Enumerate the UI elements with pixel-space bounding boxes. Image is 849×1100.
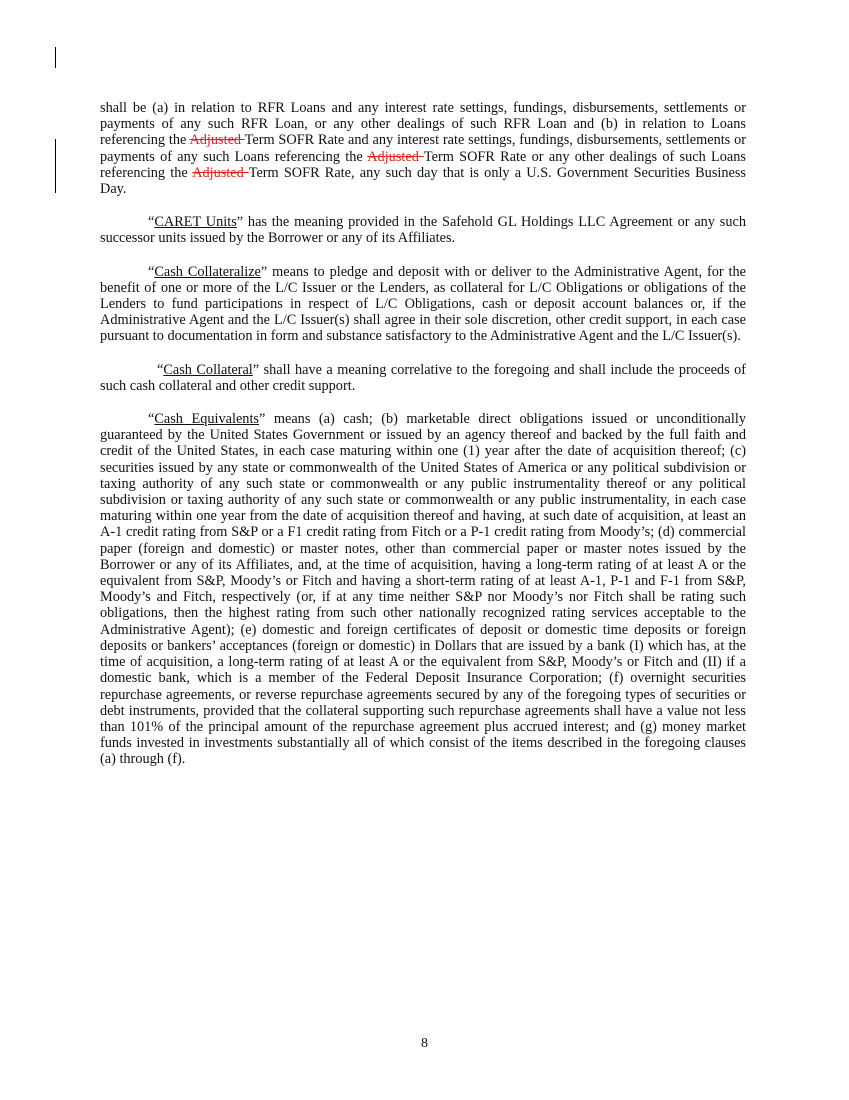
- change-bar-paragraph: [55, 139, 56, 193]
- text-run: shall be (a) in relation to RFR Loans and any interest rate settings, fundings, disbursements, settlements or payments of any such RFR Loan, or any other dealings of such RFR Loan and (b) in relation to Loans referencing the: [100, 100, 746, 149]
- defined-term: CARET Units: [154, 214, 237, 231]
- text-run: ” means (a) cash; (b) marketable direct obligations issued or unconditionally guaranteed by the United States Government or issued by an agency thereof and backed by the full faith and credit of the United States, in each case maturing within one (1) year after the date of acquisition thereof; (c) securities issued by any state or commonwealth of the United States of America or any political subdivision or taxing authority of any such state or commonwealth or any public instrumentality thereof or any political subdivision or taxing authority of any such state or commonwealth or any public instrumentality, in each case maturing within one year from the date of acquisition thereof and having, at such date of acquisition, at least an A-1 credit rating from S&P or a F1 credit rating from Fitch or a P-1 credit rating from Moody’s; (d) commercial paper (foreign and domestic) or master notes, other than commercial paper or master notes issued by the Borrower or any of its Affiliates, and, at the time of acquisition, having a long-term rating of at least A or the equivalent from S&P, Moody’s or Fitch and having a short-term rating of at least A-1, P-1 and F-1 from S&P, Moody’s and Fitch, respectively (or, if at any time neither S&P nor Moody’s nor Fitch shall be rating such obligations, then the highest rating from such other nationally recognized rating services acceptable to the Administrative Agent); (e) domestic and foreign certificates of deposit or domestic time deposits or foreign deposits or bankers’ acceptances (foreign or domestic) in Dollars that are issued by a bank (I) which has, at the time of acquisition, a long-term rating of at least A or the equivalent from S&P, Moody’s or Fitch and (II) if a domestic bank, which is a member of the Federal Deposit Insurance Corporation; (f) overnight securities repurchase agreements, or reverse repurchase agreements secured by any of the foregoing types of securities or debt instruments, provided that the collateral supporting such repurchase agreements shall have a value not less than 101% of the principal amount of the repurchase agreement plus accrued interest; and (g) money market funds invested in investments substantially all of which consist of the items described in the foregoing clauses (a) through (f).: [100, 411, 746, 768]
- paragraph-p1: [100, 100, 746, 197]
- deleted-text: Adjusted: [189, 132, 245, 149]
- text-run: “: [148, 263, 155, 280]
- text-run: ” has the meaning provided in the Safehold GL Holdings LLC Agreement or any such successor units issued by the Borrower or any of its Affiliates.: [100, 214, 746, 247]
- text-run: “: [157, 361, 164, 378]
- document-body: [100, 100, 746, 785]
- text-run: ” means to pledge and deposit with or deliver to the Administrative Agent, for the benefit of one or more of the L/C Issuer or the Lenders, as collateral for L/C Obligations or obligations of the Lenders to fund participations in respect of L/C Obligations, cash or deposit account balances or, if the Administrative Agent and the L/C Issuer(s) shall agree in their sole discretion, other credit support, in each case pursuant to documentation in form and substance satisfactory to the Administrative Agent and the L/C Issuer(s).: [100, 263, 746, 345]
- deleted-text: Adjusted: [192, 164, 249, 181]
- text-run: Term SOFR Rate or any other dealings of such Loans referencing the: [100, 148, 746, 181]
- text-run: ” shall have a meaning correlative to the foregoing and shall include the proceeds of such cash collateral and other credit support.: [100, 361, 746, 394]
- text-run: Term SOFR Rate, any such day that is only a U.S. Government Securities Business Day.: [100, 164, 746, 198]
- text-run: “: [148, 411, 155, 428]
- paragraph-p5: [100, 411, 746, 767]
- paragraph-p3: [100, 264, 746, 345]
- paragraph-p4: [100, 362, 746, 394]
- paragraph-p2: [100, 214, 746, 246]
- text-run: “: [148, 214, 155, 231]
- defined-term: Cash Collateralize: [154, 263, 261, 280]
- defined-term: Cash Equivalents: [154, 411, 259, 428]
- defined-term: Cash Collateral: [163, 361, 253, 378]
- page-number: 8: [421, 1036, 428, 1051]
- change-bar-top: [55, 47, 56, 68]
- deleted-text: Adjusted: [367, 148, 424, 165]
- text-run: Term SOFR Rate and any interest rate settings, fundings, disbursements, settlements or payments of any such Loans referencing the: [100, 132, 746, 165]
